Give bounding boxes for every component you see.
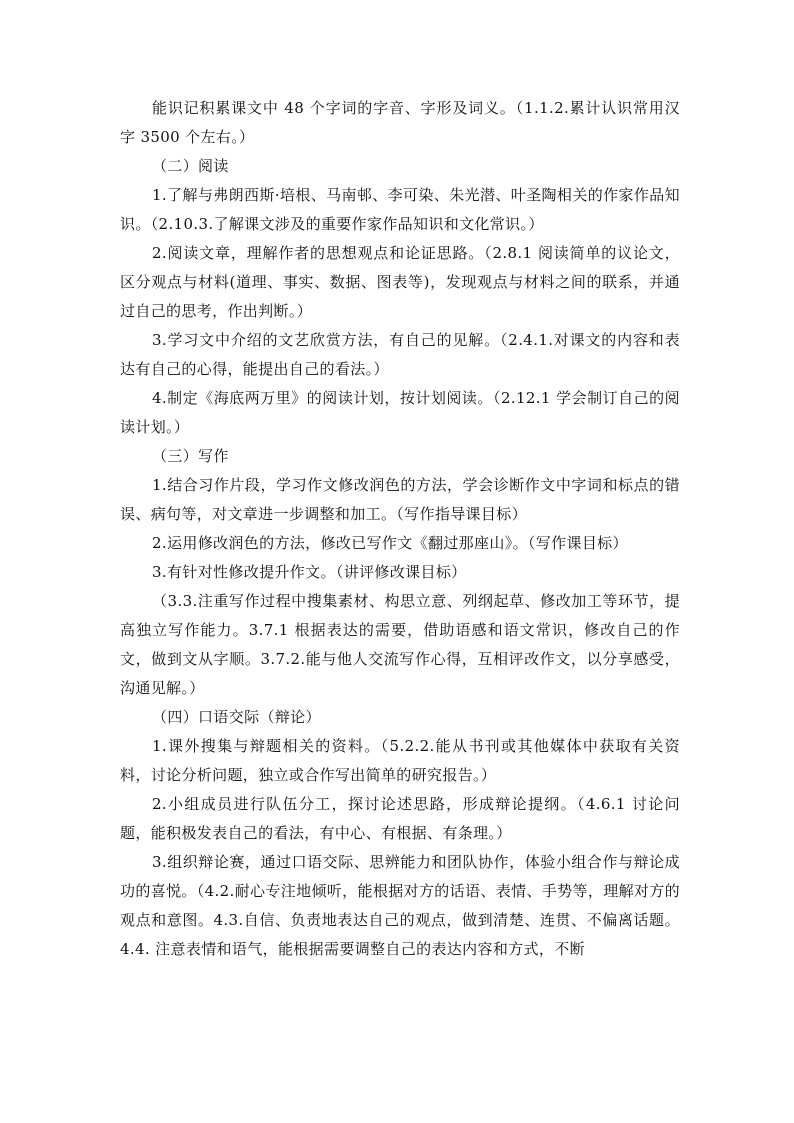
section-heading-reading: （二）阅读 xyxy=(152,157,229,175)
paragraph-reading-goal-4: 4.制定《海底两万里》的阅读计划，按计划阅读。（2.12.1 学会制订自己的阅读计划。） xyxy=(120,389,680,436)
paragraph-reading-goal-2: 2.阅读文章，理解作者的思想观点和论证思路。（2.8.1 阅读简单的议论文，区分观点与材料(道理、事实、数据、图表等)，发现观点与材料之间的联系，并通过自己的思考，作出判断。） xyxy=(120,244,680,320)
paragraph-oral-goal-3: 3.组织辩论赛，通过口语交际、思辨能力和团队协作，体验小组合作与辩论成功的喜悦。（4.2.耐心专注地倾听，能根据对方的话语、表情、手势等，理解对方的观点和意图。4.3.自信、负责地表达自己的观点，做到清楚、连贯、不偏离话题。4.4. 注意表情和语气，能根据需要调整自己的表达内容和方式，不断 xyxy=(120,853,680,958)
paragraph-vocabulary-goal: 能识记积累课文中 48 个字词的字音、字形及词义。（1.1.2.累计认识常用汉字 3500 个左右。） xyxy=(120,99,680,146)
paragraph-reading-goal-3: 3.学习文中介绍的文艺欣赏方法，有自己的见解。（2.4.1.对课文的内容和表达有自己的心得，能提出自己的看法。） xyxy=(120,331,680,378)
paragraph-reading-goal-1: 1.了解与弗朗西斯·培根、马南邨、李可染、朱光潜、叶圣陶相关的作家作品知识。（2.10.3.了解课文涉及的重要作家作品知识和文化常识。） xyxy=(120,186,680,233)
paragraph-writing-standards: （3.3.注重写作过程中搜集素材、构思立意、列纲起草、修改加工等环节，提高独立写作能力。3.7.1 根据表达的需要，借助语感和语文常识，修改自己的作文，做到文从字顺。3.7.2.能与他人交流写作心得，互相评改作文，以分享感受，沟通见解。） xyxy=(120,592,680,697)
paragraph-writing-goal-3: 3.有针对性修改提升作文。（讲评修改课目标） xyxy=(152,563,467,581)
paragraph-oral-goal-1: 1.课外搜集与辩题相关的资料。（5.2.2.能从书刊或其他媒体中获取有关资料，讨论分析问题，独立或合作写出简单的研究报告。） xyxy=(120,737,680,784)
paragraph-oral-goal-2: 2.小组成员进行队伍分工，探讨论述思路，形成辩论提纲。（4.6.1 讨论问题，能积极发表自己的看法，有中心、有根据、有条理。） xyxy=(120,795,680,842)
paragraph-writing-goal-2: 2.运用修改润色的方法，修改已写作文《翻过那座山》。（写作课目标） xyxy=(152,534,628,552)
section-heading-oral-communication: （四）口语交际（辩论） xyxy=(152,708,321,726)
document-body xyxy=(120,94,680,964)
paragraph-writing-goal-1: 1.结合习作片段，学习作文修改润色的方法，学会诊断作文中字词和标点的错误、病句等，对文章进一步调整和加工。（写作指导课目标） xyxy=(120,476,680,523)
section-heading-writing: （三）写作 xyxy=(152,447,229,465)
